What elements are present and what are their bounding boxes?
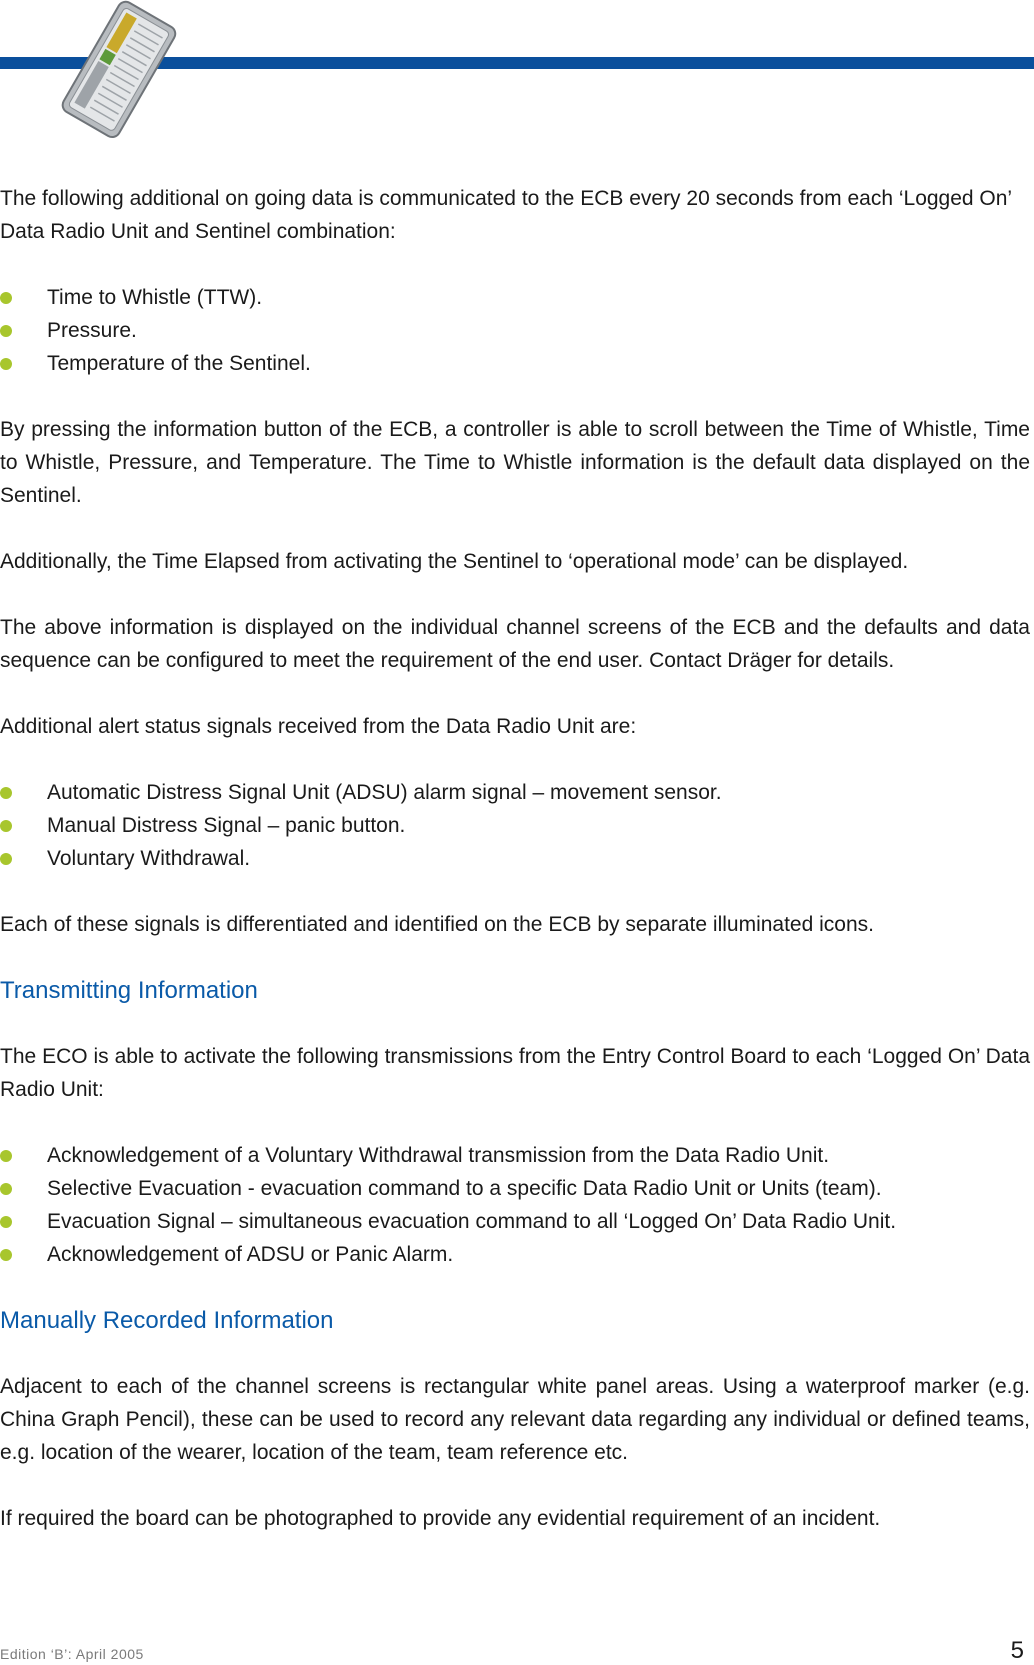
manual-heading: Manually Recorded Information — [0, 1307, 334, 1334]
bullet-icon — [0, 1216, 12, 1228]
list-item: Selective Evacuation - evacuation command to a specific Data Radio Unit or Units (team). — [0, 1172, 1030, 1205]
transmitting-intro: The ECO is able to activate the following transmissions from the Entry Control Board to each ‘Logged On’ Data Radio Unit: — [0, 1045, 1030, 1101]
photograph-paragraph: If required the board can be photographed to provide any evidential requirement of an incident. — [0, 1507, 881, 1530]
list-item: Temperature of the Sentinel. — [0, 347, 1030, 380]
page-number: 5 — [1010, 1637, 1024, 1664]
bullet-icon — [0, 787, 12, 799]
alert-items-list — [0, 776, 1030, 875]
transmissions-list — [0, 1139, 1030, 1271]
page-content — [0, 182, 1030, 1568]
list-item: Evacuation Signal – simultaneous evacuation command to all ‘Logged On’ Data Radio Unit. — [0, 1205, 1030, 1238]
list-item: Manual Distress Signal – panic button. — [0, 809, 1030, 842]
bullet-icon — [0, 820, 12, 832]
display-paragraph: The above information is displayed on the individual channel screens of the ECB and the defaults and data sequence can be configured to meet the requirement of the end user. Contact Dräger for details. — [0, 616, 1030, 672]
list-item: Voluntary Withdrawal. — [0, 842, 1030, 875]
manual-paragraph: Adjacent to each of the channel screens is rectangular white panel areas. Using a waterproof marker (e.g. China Graph Pencil), these can be used to record any relevant data regarding any individual or defined teams, e.g. location of the wearer, location of the team, team reference etc. — [0, 1375, 1030, 1464]
list-item: Acknowledgement of a Voluntary Withdrawal transmission from the Data Radio Unit. — [0, 1139, 1030, 1172]
bullet-icon — [0, 853, 12, 865]
list-item: Automatic Distress Signal Unit (ADSU) alarm signal – movement sensor. — [0, 776, 1030, 809]
elapsed-paragraph: Additionally, the Time Elapsed from activating the Sentinel to ‘operational mode’ can be displayed. — [0, 550, 909, 573]
bullet-icon — [0, 1150, 12, 1162]
bullet-icon — [0, 1249, 12, 1261]
edition-label: Edition ‘B’: April 2005 — [0, 1646, 144, 1662]
list-item: Acknowledgement of ADSU or Panic Alarm. — [0, 1238, 1030, 1271]
intro-paragraph: The following additional on going data is communicated to the ECB every 20 seconds from each ‘Logged On’ Data Radio Unit and Sentinel combination: — [0, 187, 1012, 243]
alert-outro-paragraph: Each of these signals is differentiated and identified on the ECB by separate illuminated icons. — [0, 913, 874, 936]
scroll-paragraph: By pressing the information button of the ECB, a controller is able to scroll between the Time of Whistle, Time to Whistle, Pressure, and Temperature. The Time to Whistle information is the default data displayed on the Sentinel. — [0, 418, 1030, 507]
list-item: Pressure. — [0, 314, 1030, 347]
transmitting-heading: Transmitting Information — [0, 977, 258, 1004]
bullet-icon — [0, 292, 12, 304]
bullet-icon — [0, 325, 12, 337]
ecb-board-icon — [44, 0, 184, 140]
data-items-list — [0, 281, 1030, 380]
bullet-icon — [0, 1183, 12, 1195]
alert-intro-paragraph: Additional alert status signals received from the Data Radio Unit are: — [0, 715, 637, 738]
list-item: Time to Whistle (TTW). — [0, 281, 1030, 314]
bullet-icon — [0, 358, 12, 370]
